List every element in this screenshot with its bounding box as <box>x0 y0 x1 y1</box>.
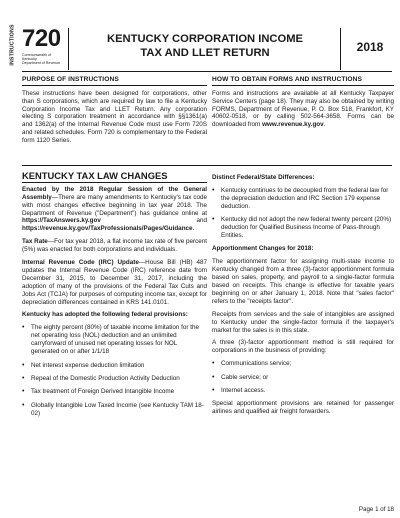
section-separator <box>22 165 392 166</box>
apportion-para-2: Receipts from services and the sale of intangibles are assigned to Kentucky under the single-factor formula if the taxpayer's market for the sales is in this state. <box>212 310 394 334</box>
para-1-end: . <box>192 225 195 233</box>
irc-update-text: —House Bill (HB) 487 updates the Internal Revenue Code (IRC) reference date from December 31, 2015, to December 31, 2017, including the adoption of many of the provisions of the Federal Tax Cuts and Jobs Act (TCJA) for purposes of computing income tax, except for depreciation differences contained in KRS 141.0101. <box>22 259 207 306</box>
changes-rule <box>22 182 207 183</box>
obtain-rule <box>212 85 394 86</box>
changes-para-4 <box>22 311 207 319</box>
provide-list <box>212 360 394 395</box>
apportion-heading <box>212 245 394 253</box>
side-label: INSTRUCTIONS <box>9 24 16 66</box>
apportion-para-1: The apportionment factor for assigning multi-state income to Kentucky changed from a three (3)-factor apportionment formula based on sales, property, and payroll to a single-factor formula based on receipts. This change is effective for taxable years beginning on or after January 1, 2018. Note that "sales factor" refers to the "receipts factor". <box>212 258 394 305</box>
list-item: • Globally Intangible Low Taxed Income (see Kentucky TAM 18-02) <box>22 402 207 418</box>
apportion-para-3: A three (3)-factor apportionment method is still required for corporations in the business of providing: <box>212 339 394 355</box>
and-text: and <box>100 217 207 225</box>
changes-para-1 <box>22 186 207 233</box>
agency-name: Commonwealth of Kentucky Department of Revenue <box>22 53 61 66</box>
tax-rate-text: —For tax year 2018, a flat income tax rate of five percent (5%) was enacted for both corporations and individuals. <box>22 238 207 254</box>
tax-rate-label: Tax Rate <box>22 238 48 246</box>
revenue-website-link[interactable]: www.revenue.ky.gov <box>262 121 324 129</box>
title-line-1: KENTUCKY CORPORATION INCOME <box>107 33 303 45</box>
federal-provisions-list <box>22 324 207 417</box>
enacted-label: Enacted by the 2018 Regular Session of the General Assembly <box>22 185 207 201</box>
purpose-heading: PURPOSE OF INSTRUCTIONS <box>22 76 119 83</box>
list-item: • Kentucky continues to be decoupled from the federal law for the depreciation deduction and IRC Section 179 expense deduction. <box>212 187 394 211</box>
obtain-body <box>212 90 394 130</box>
distinct-list <box>212 187 394 240</box>
list-item: • Internet access. <box>212 387 394 395</box>
obtain-text: Forms and instructions are available at all Kentucky Taxpayer Service Centers (page 18). They may also be obtained by writing FORMS, Department of Revenue, P. O. Box 518, Frankfort, KY 40602-0518, or by calling 502-564-3658. Forms can be downloaded from <box>212 89 394 129</box>
header-divider-right <box>340 28 341 70</box>
form-title <box>74 32 336 60</box>
list-item: • The eighty percent (80%) of taxable income limitation for the net operating loss (NOL) deduction and an unlimited carryforward of unused net operating losses for NOL generated on or after 1/1/18 <box>22 324 207 356</box>
header-rule <box>22 71 392 72</box>
obtain-end: . <box>323 121 326 129</box>
irc-update-label: Internal Revenue Code (IRC) Update <box>22 259 139 267</box>
differences-section <box>212 174 394 421</box>
enacted-text: —There are many amendments to Kentucky's tax code with most changes effective beginning in tax year 2018. The Department of Revenue ("Department") has guidance online at <box>22 193 207 217</box>
taxanswers-link[interactable]: https://TaxAnswers.ky.gov <box>22 217 101 225</box>
apportion-para-4: Special apportionment provisions are retained for passenger airlines and qualified air freight forwarders. <box>212 400 394 416</box>
obtain-section <box>212 76 394 134</box>
changes-heading: KENTUCKY TAX LAW CHANGES <box>22 170 168 181</box>
distinct-heading <box>212 174 394 182</box>
tax-year: 2018 <box>356 40 384 54</box>
title-line-2: TAX AND LLET RETURN <box>140 47 270 59</box>
guidance-link[interactable]: https://revenue.ky.gov/TaxProfessionals/Pages/Guidance <box>22 225 193 233</box>
page-number: Page 1 of 18 <box>358 506 394 513</box>
changes-para-3 <box>22 259 207 306</box>
list-item: • Cable service; or <box>212 374 394 382</box>
purpose-section <box>22 76 207 150</box>
obtain-heading: HOW TO OBTAIN FORMS AND INSTRUCTIONS <box>212 76 362 83</box>
header-divider-left <box>68 28 69 70</box>
changes-para-2 <box>22 238 207 254</box>
list-item: • Net interest expense deduction limitation <box>22 362 207 370</box>
purpose-body: These instructions have been designed for corporations, other than S corporations, which are required by law to file a Kentucky Corporation Income Tax and LLET Return. Any corporation electing S corporation treatment in accordance with §§1361(a) and 1362(a) of the Internal Revenue Code must use Form 720S and related schedules. Form 720 is complementary to the Federal form 1120 Series. <box>22 89 207 145</box>
form-number: 720 <box>22 25 61 52</box>
list-item: • Tax treatment of Foreign Derived Intangible Income <box>22 388 207 396</box>
list-item: • Repeal of the Domestic Production Activity Deduction <box>22 375 207 383</box>
purpose-rule <box>22 85 207 86</box>
list-item: • Communications service; <box>212 360 394 368</box>
changes-section <box>22 170 207 423</box>
distinct-heading-text: Distinct Federal/State Differences: <box>212 174 315 181</box>
federal-provisions-label: Kentucky has adopted the following federal provisions: <box>22 311 188 319</box>
apportion-heading-text: Apportionment Changes for 2018: <box>212 245 314 253</box>
list-item: • Kentucky did not adopt the new federal twenty percent (20%) deduction for Qualified Business Income of Pass-through Entities. <box>212 216 394 240</box>
side-tab <box>6 24 18 68</box>
